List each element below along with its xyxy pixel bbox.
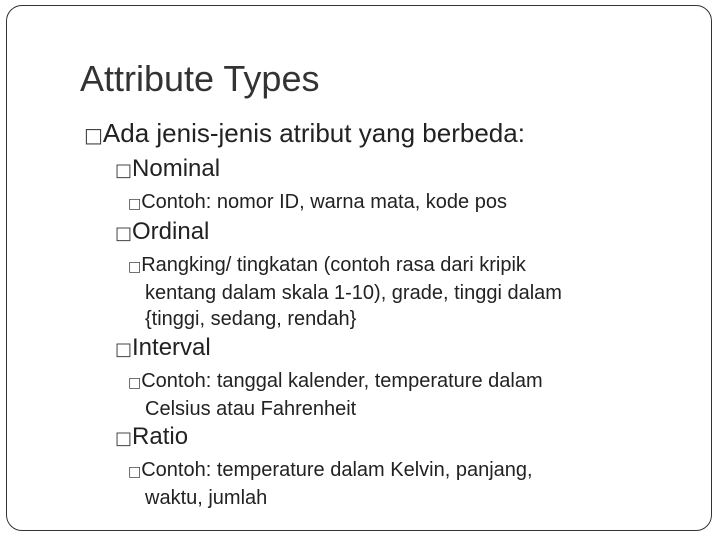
detail-line: Contoh: nomor ID, warna mata, kode pos — [141, 191, 507, 213]
group-detail-interval — [128, 368, 668, 422]
detail-line: {tinggi, sedang, rendah} — [145, 308, 357, 330]
bullet-icon: □ — [115, 223, 133, 244]
slide-title: Attribute Types — [80, 58, 320, 99]
detail-line: Contoh: temperature dalam Kelvin, panjang, — [141, 459, 533, 481]
group-heading-ratio — [115, 423, 188, 451]
intro-text: Ada jenis-jenis atribut yang berbeda: — [102, 118, 525, 148]
group-detail-ordinal — [128, 252, 668, 332]
detail-line: waktu, jumlah — [145, 487, 268, 509]
group-heading-text: Nominal — [132, 155, 221, 182]
bullet-icon: □ — [128, 375, 142, 391]
bullet-icon: □ — [115, 339, 133, 360]
group-heading-nominal — [115, 155, 220, 183]
bullet-icon: □ — [128, 196, 142, 212]
bullet-icon: □ — [115, 160, 133, 181]
bullet-icon: □ — [128, 464, 142, 480]
group-heading-text: Interval — [132, 334, 211, 361]
group-detail-ratio — [128, 457, 668, 511]
bullet-icon: □ — [128, 259, 142, 275]
detail-line: kentang dalam skala 1-10), grade, tinggi dalam — [145, 282, 562, 304]
group-heading-text: Ordinal — [132, 218, 210, 245]
group-detail-nominal — [128, 189, 668, 217]
group-heading-interval — [115, 334, 211, 362]
detail-line: Rangking/ tingkatan (contoh rasa dari kripik — [141, 254, 526, 276]
detail-line: Contoh: tanggal kalender, temperature dalam — [141, 370, 543, 392]
group-heading-text: Ratio — [132, 423, 189, 450]
group-heading-ordinal — [115, 218, 209, 246]
bullet-icon: □ — [115, 428, 133, 449]
intro-bullet-item — [84, 118, 525, 149]
bullet-icon: □ — [84, 123, 103, 147]
detail-line: Celsius atau Fahrenheit — [145, 398, 357, 420]
